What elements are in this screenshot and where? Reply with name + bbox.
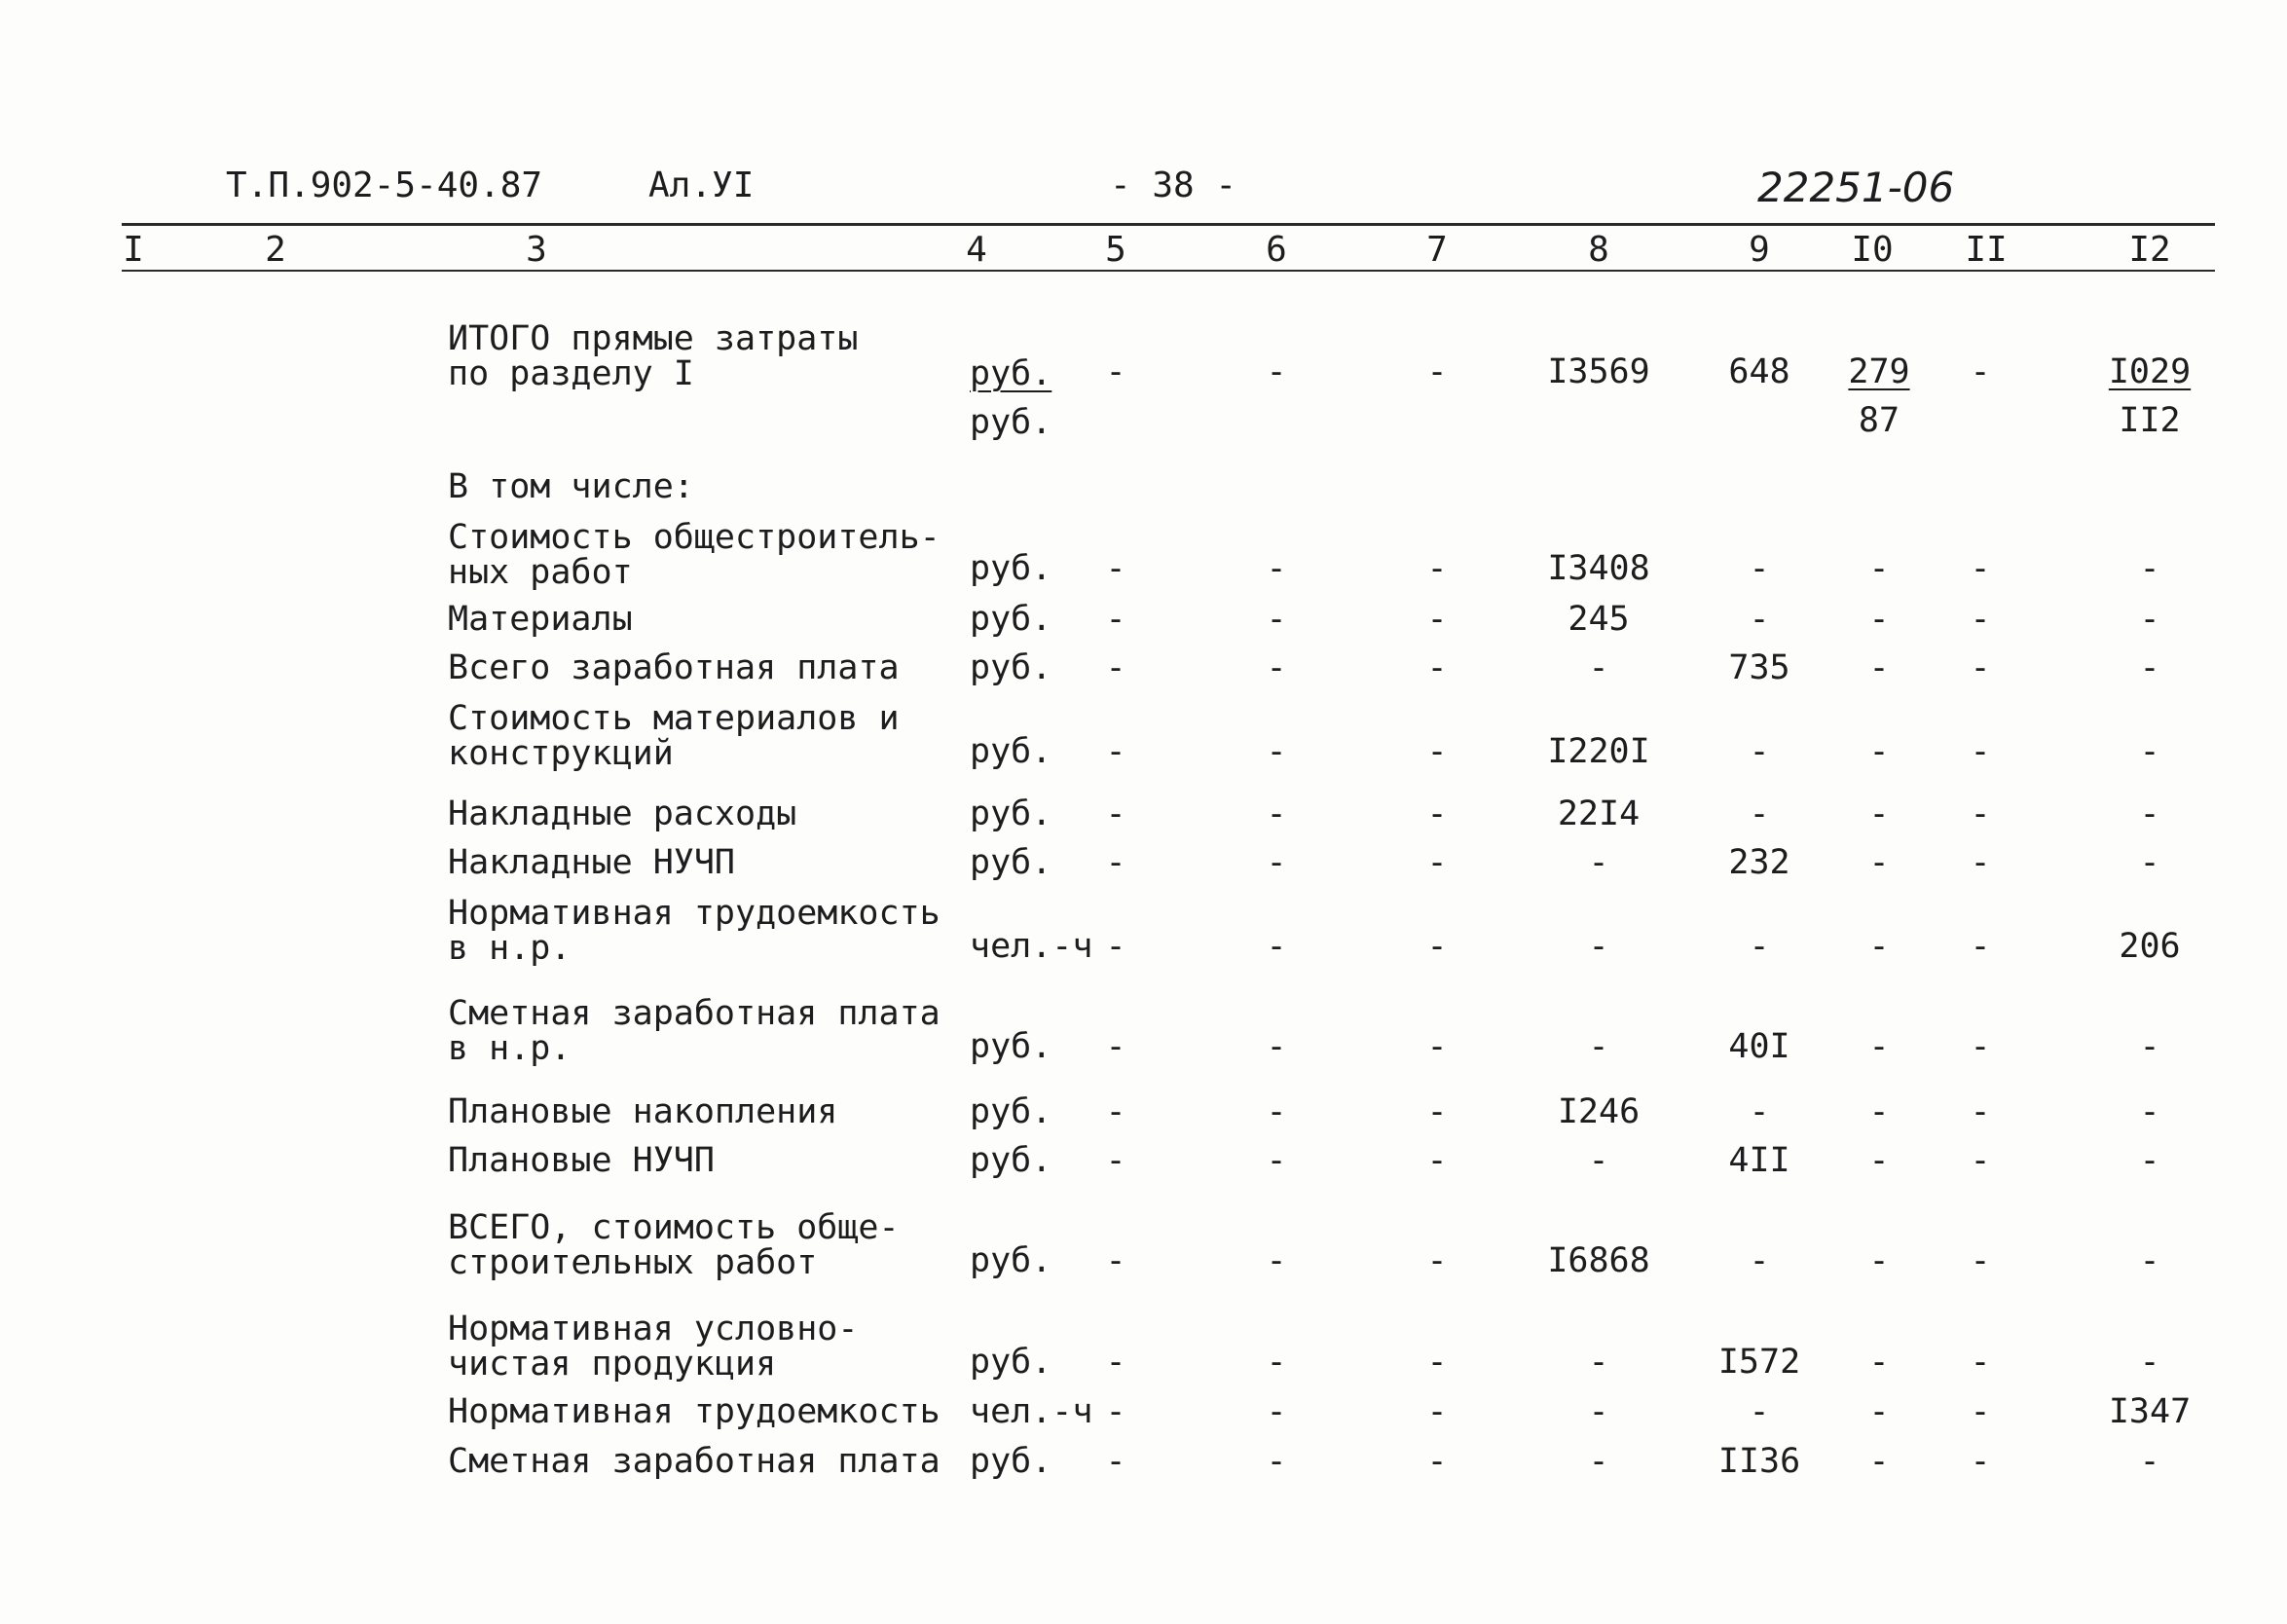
row-unit: руб. (970, 648, 1052, 687)
row-cell-c5: - (1105, 648, 1126, 687)
row-cell-c7: - (1426, 648, 1448, 687)
row-cell-c7: - (1426, 843, 1448, 882)
row-cell-c6: - (1266, 600, 1287, 639)
row-cell-c10: - (1868, 600, 1890, 639)
row-unit: чел.-ч (970, 927, 1093, 966)
row-cell-c5: - (1105, 1343, 1126, 1382)
row-cell-c7: - (1426, 1343, 1448, 1382)
column-number-9: 9 (1749, 230, 1770, 270)
row-cell-c6: - (1266, 1092, 1287, 1131)
row-label: Нормативная трудоемкость (448, 1392, 941, 1431)
row-label: Плановые НУЧП (448, 1141, 715, 1180)
row-cell-c8: - (1588, 648, 1609, 687)
row-cell-c8: - (1588, 843, 1609, 882)
column-number-11: II (1965, 230, 2008, 270)
row-unit: руб. (970, 549, 1052, 588)
row-cell-c9: 735 (1728, 648, 1790, 687)
row-cell-c12: - (2139, 1241, 2160, 1280)
row-cell-c10: - (1868, 1442, 1890, 1481)
row-cell-c5: - (1105, 1027, 1126, 1066)
row-cell-c9: 232 (1728, 843, 1790, 882)
row-cell-c10: - (1868, 648, 1890, 687)
row-cell-c8: I220I (1547, 732, 1650, 771)
row-unit: руб. (970, 1343, 1052, 1382)
column-number-10: I0 (1851, 230, 1894, 270)
sheet-number: Ал.УI (648, 166, 755, 205)
total-cell-c12-bottom: II2 (2119, 401, 2181, 440)
column-number-6: 6 (1266, 230, 1287, 270)
row-cell-c11: - (1970, 843, 1991, 882)
column-number-12: I2 (2128, 230, 2171, 270)
total-cell-c7: - (1426, 352, 1448, 391)
row-cell-c10: - (1868, 1141, 1890, 1180)
row-cell-c7: - (1426, 1141, 1448, 1180)
row-cell-c5: - (1105, 600, 1126, 639)
row-cell-c12: - (2139, 1343, 2160, 1382)
row-cell-c10: - (1868, 1241, 1890, 1280)
row-cell-c7: - (1426, 600, 1448, 639)
row-unit: руб. (970, 1027, 1052, 1066)
row-label: Сметная заработная плата (448, 1442, 941, 1481)
row-unit: руб. (970, 1141, 1052, 1180)
row-cell-c11: - (1970, 1442, 1991, 1481)
row-cell-c11: - (1970, 1027, 1991, 1066)
column-number-5: 5 (1105, 230, 1126, 270)
row-cell-c6: - (1266, 1392, 1287, 1431)
row-cell-c8: - (1588, 1343, 1609, 1382)
row-cell-c6: - (1266, 1141, 1287, 1180)
row-cell-c9: - (1749, 794, 1770, 833)
row-cell-c10: - (1868, 843, 1890, 882)
row-cell-c6: - (1266, 1241, 1287, 1280)
row-cell-c5: - (1105, 1241, 1126, 1280)
row-cell-c9: - (1749, 1241, 1770, 1280)
header-rule-top (122, 223, 2215, 226)
row-cell-c11: - (1970, 1392, 1991, 1431)
row-cell-c6: - (1266, 648, 1287, 687)
row-cell-c8: I246 (1557, 1092, 1641, 1131)
row-cell-c8: I3408 (1547, 549, 1650, 588)
row-unit: чел.-ч (970, 1392, 1093, 1431)
row-cell-c12: - (2139, 843, 2160, 882)
total-cell-c10-bottom: 87 (1858, 401, 1900, 440)
row-cell-c5: - (1105, 1141, 1126, 1180)
row-cell-c5: - (1105, 549, 1126, 588)
row-cell-c10: - (1868, 1392, 1890, 1431)
header-rule-bottom (122, 270, 2215, 272)
row-label: Стоимость материалов и конструкций (448, 699, 900, 773)
row-label: Накладные расходы (448, 794, 797, 833)
row-cell-c11: - (1970, 600, 1991, 639)
row-cell-c10: - (1868, 927, 1890, 966)
total-cell-c9: 648 (1728, 352, 1790, 391)
row-cell-c9: - (1749, 600, 1770, 639)
row-cell-c6: - (1266, 549, 1287, 588)
row-cell-c5: - (1105, 843, 1126, 882)
column-number-1: I (123, 230, 144, 270)
column-number-3: 3 (526, 230, 547, 270)
row-cell-c7: - (1426, 1241, 1448, 1280)
row-cell-c12: - (2139, 1141, 2160, 1180)
page-number: - 38 - (1110, 166, 1237, 205)
row-cell-c11: - (1970, 1241, 1991, 1280)
row-cell-c5: - (1105, 1392, 1126, 1431)
total-cell-c10-top: 279 (1848, 352, 1910, 391)
row-cell-c9: - (1749, 1392, 1770, 1431)
row-cell-c7: - (1426, 1442, 1448, 1481)
row-label: Сметная заработная плата в н.р. (448, 994, 941, 1068)
row-cell-c12: - (2139, 1027, 2160, 1066)
total-label: ИТОГО прямые затраты по разделу I (448, 319, 859, 393)
total-cell-c6: - (1266, 352, 1287, 391)
row-cell-c6: - (1266, 927, 1287, 966)
row-cell-c12: - (2139, 732, 2160, 771)
row-unit: руб. (970, 600, 1052, 639)
row-cell-c10: - (1868, 1027, 1890, 1066)
row-cell-c12: - (2139, 600, 2160, 639)
row-cell-c10: - (1868, 732, 1890, 771)
row-cell-c9: II36 (1717, 1442, 1801, 1481)
row-unit: руб. (970, 1442, 1052, 1481)
row-label: Стоимость общестроитель- ных работ (448, 518, 941, 592)
row-label: Нормативная трудоемкость в н.р. (448, 894, 941, 968)
row-cell-c7: - (1426, 1027, 1448, 1066)
row-cell-c9: - (1749, 549, 1770, 588)
row-unit: руб. (970, 732, 1052, 771)
row-unit: руб. (970, 843, 1052, 882)
row-cell-c9: - (1749, 732, 1770, 771)
row-cell-c9: - (1749, 927, 1770, 966)
row-cell-c9: 40I (1728, 1027, 1790, 1066)
row-cell-c11: - (1970, 927, 1991, 966)
row-cell-c7: - (1426, 927, 1448, 966)
row-cell-c12: - (2139, 1092, 2160, 1131)
row-cell-c10: - (1868, 1092, 1890, 1131)
row-cell-c5: - (1105, 927, 1126, 966)
row-cell-c6: - (1266, 732, 1287, 771)
row-cell-c6: - (1266, 843, 1287, 882)
row-cell-c7: - (1426, 1092, 1448, 1131)
total-cell-c8: I3569 (1547, 352, 1650, 391)
column-number-4: 4 (966, 230, 987, 270)
column-number-8: 8 (1588, 230, 1609, 270)
row-cell-c8: - (1588, 1141, 1609, 1180)
total-cell-c11: - (1970, 352, 1991, 391)
row-unit: руб. (970, 1241, 1052, 1280)
row-cell-c11: - (1970, 648, 1991, 687)
row-cell-c11: - (1970, 732, 1991, 771)
row-unit: руб. (970, 794, 1052, 833)
row-label: Материалы (448, 600, 633, 639)
row-cell-c11: - (1970, 1343, 1991, 1382)
row-cell-c7: - (1426, 732, 1448, 771)
row-cell-c12: 206 (2119, 927, 2181, 966)
row-cell-c8: - (1588, 1027, 1609, 1066)
row-cell-c6: - (1266, 794, 1287, 833)
row-cell-c11: - (1970, 549, 1991, 588)
row-label: Нормативная условно- чистая продукция (448, 1310, 859, 1384)
row-cell-c9: 4II (1728, 1141, 1790, 1180)
row-label: Плановые накопления (448, 1092, 838, 1131)
row-cell-c6: - (1266, 1027, 1287, 1066)
row-cell-c8: 22I4 (1557, 794, 1641, 833)
row-cell-c7: - (1426, 794, 1448, 833)
total-cell-c12-top: I029 (2108, 352, 2192, 391)
row-cell-c10: - (1868, 794, 1890, 833)
total-unit: руб. (970, 354, 1052, 393)
column-number-7: 7 (1426, 230, 1448, 270)
archive-number: 22251-06 (1757, 164, 1955, 211)
row-cell-c8: - (1588, 1392, 1609, 1431)
row-cell-c11: - (1970, 1141, 1991, 1180)
row-cell-c9: I572 (1717, 1343, 1801, 1382)
document-code: Т.П.902-5-40.87 (226, 166, 543, 205)
total-unit-second: руб. (970, 403, 1052, 442)
total-cell-c5: - (1105, 352, 1126, 391)
column-number-2: 2 (265, 230, 286, 270)
row-cell-c11: - (1970, 794, 1991, 833)
row-cell-c8: - (1588, 1442, 1609, 1481)
row-cell-c8: I6868 (1547, 1241, 1650, 1280)
subheading: В том числе: (448, 467, 694, 506)
row-unit: руб. (970, 1092, 1052, 1131)
row-cell-c9: - (1749, 1092, 1770, 1131)
row-cell-c8: 245 (1568, 600, 1630, 639)
row-cell-c5: - (1105, 1092, 1126, 1131)
row-cell-c6: - (1266, 1343, 1287, 1382)
row-cell-c10: - (1868, 549, 1890, 588)
row-cell-c12: - (2139, 549, 2160, 588)
row-label: Всего заработная плата (448, 648, 900, 687)
row-label: Накладные НУЧП (448, 843, 736, 882)
row-cell-c5: - (1105, 1442, 1126, 1481)
row-cell-c5: - (1105, 794, 1126, 833)
row-cell-c8: - (1588, 927, 1609, 966)
row-label: ВСЕГО, стоимость обще- строительных работ (448, 1208, 900, 1282)
row-cell-c12: - (2139, 1442, 2160, 1481)
row-cell-c12: - (2139, 794, 2160, 833)
row-cell-c10: - (1868, 1343, 1890, 1382)
row-cell-c6: - (1266, 1442, 1287, 1481)
row-cell-c12: I347 (2108, 1392, 2192, 1431)
row-cell-c7: - (1426, 549, 1448, 588)
row-cell-c7: - (1426, 1392, 1448, 1431)
row-cell-c5: - (1105, 732, 1126, 771)
row-cell-c12: - (2139, 648, 2160, 687)
row-cell-c11: - (1970, 1092, 1991, 1131)
